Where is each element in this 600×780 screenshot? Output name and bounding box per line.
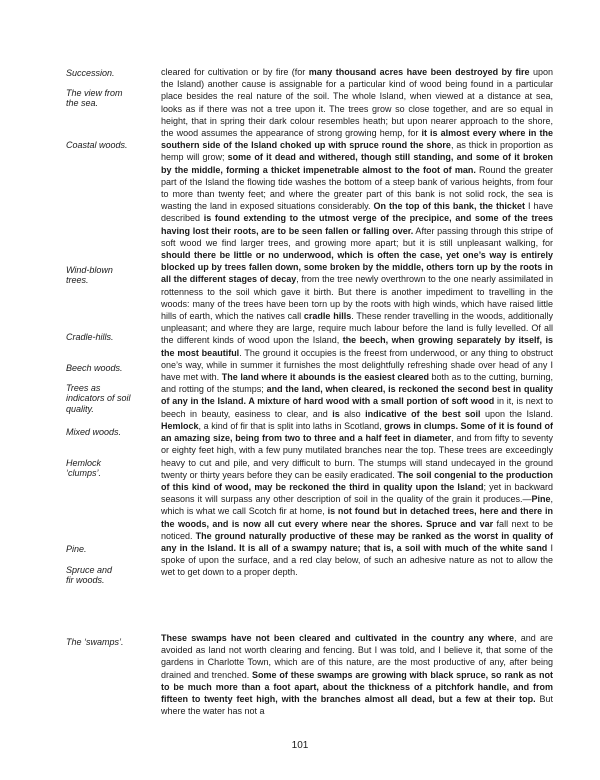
text-run: After passing through this stripe of soft wood we find larger trees, and growing more apart; but it is still unpleasant walking, for [161,225,553,248]
text-run: Round the greater part of the Island the flowing tide washes the bottom of a steep bank of various heights, from four to more than twenty feet; and where the greater part of this bank is not solid rock, the sea is wasting the land in exposed situations considerably. [161,164,553,212]
text-run: fall next to be noticed. [161,518,553,541]
emphasis-run: it is almost every where in the southern side of the Island choked up with spruce round the shore [161,128,553,151]
text-run: I have described [161,201,553,224]
text-run: . These render travelling in the woods, additionally unpleasant; and where they are large, require much labour before the land is fully levelled. Of all the different kinds of wood upon the Island, [161,311,554,346]
emphasis-run: These swamps have not been cleared and cultivated in the country any where [161,633,515,643]
margin-note: Cradle-hills. [66,332,114,342]
emphasis-run: The ground naturally productive of these may be ranked as the worst in quality of any in the Island. It is all of a swampy nature; that is, a soil with much of the white sand [161,530,553,553]
emphasis-run: The soil congenial to the production of this kind of wood, may be reckoned the third in quality upon the Island [161,469,553,492]
emphasis-run: indicative of the best soil [365,408,481,419]
margin-note: Beech woods. [66,363,123,373]
text-run: , which is what we call Scotch fir at home, [161,494,553,517]
text-run: , a kind of fir that is split into laths in Scotland, [198,420,385,431]
emphasis-run: many thousand acres have been destroyed by fire [308,67,530,77]
text-run: ; yet in backward seasons it will surpass any other description of soil in the quality of the grain it produces.— [161,481,553,505]
text-run: . The ground it occupies is the freest from underwood, or any thing to obstruct one’s way, while in summer it furnishes the most delightfully refreshing shade over head of any I have met with. [161,347,553,383]
emphasis-run: The land where it abounds is the easiest cleared [221,372,429,383]
emphasis-run: and the land, when cleared, is reckoned the second best in quality of any in the Island. A mixture of hard wood with a small portion of soft wood [161,384,553,407]
text-run: , from the tree newly overthrown to the one nearly assimilated in rottenness to the soil which gave it birth. But there is another impediment to travelling in the woods: many of the trees have been torn up by the roots with high winds, which have raised little hills of earth, which the natives call [161,274,554,322]
margin-note: Trees as indicators of soil quality. [66,383,131,414]
text-run: both as to the cutting, burning, and rotting of the stumps; [161,372,553,395]
margin-note: Spruce and fir woods. [66,565,113,586]
emphasis-run: grows in clumps. Some of it is found of an amazing size, being from two to three and a half feet in diameter [161,420,553,444]
text-run: , and from fifty to seventy or eighty feet high, with a few puny mutilated branches near the top. These trees are exceedingly heavy to cut and pile, and very difficult to burn. The stumps will stand undecayed in the ground twenty or thirty years before they can be easily eradicated. [161,433,553,480]
text-run: cleared for cultivation or by fire (for [161,67,309,77]
text-run: upon the Island. [480,408,553,419]
text-run: in it, is next to beech in beauty, easiness to clear, and [161,396,553,419]
body-paragraph [161,66,553,579]
emphasis-run: cradle hills [303,311,352,322]
emphasis-run: On the top of this bank, the thicket [373,201,525,212]
text-run: I spoke of upon the surface, and a red clay below, of such an adhesive nature as not to allow the wet to get down to a proper depth. [161,542,553,578]
margin-note: Pine. [66,544,87,554]
emphasis-run: is [332,408,340,419]
page-number: 101 [291,740,309,751]
margin-note: Hemlock ‘clumps’. [66,458,102,479]
text-run: But where the water has not a [161,694,553,717]
emphasis-run: some of it dead and withered, though still standing, and some of it broken by the middle, forming a thicket impenetrable almost to the foot of man. [161,152,553,175]
emphasis-run: the beech, when growing separately by itself, is the most beautiful [161,335,554,358]
body-paragraph [161,632,553,717]
emphasis-run: Hemlock [161,420,199,431]
margin-note: The ‘swamps’. [66,637,124,647]
margin-note: Wind-blown trees. [66,265,113,286]
text-run: upon the Island) another cause is assignable for a particular kind of wood being found in a particular place besides the real nature of the soil. The whole Island, when viewed at a distance at sea, looks as if there was not a tree upon it. The trees grow so close together, and are so equal in height, that in spring their dark colour resembles heath; but upon nearer approach to the shore, the wood assumes the appearance of strong growing hemp, for [161,67,553,139]
emphasis-run: is found extending to the utmost verge of the precipice, and some of the trees having lost their roots, are to be seen fallen or falling over. [161,213,553,236]
text-run: , as thick in proportion as hemp will grow; [161,140,553,163]
margin-note: Succession. [66,68,115,78]
text-run: , and are avoided as land not worth clearing and fencing. But I was told, and I believe it, that some of the gardens in Charlotte Town, which are of this nature, are the most productive of any, after being drained and trenched. [161,633,553,680]
margin-note: Mixed woods. [66,427,122,437]
emphasis-run: should there be little or no underwood, which is often the case, yet one’s way is entirely blocked up by trees fallen down, some broken by the middle, others torn up by the roots in all the different stages of decay [161,250,553,285]
margin-note: The view from the sea. [66,88,123,109]
text-run: also [339,408,366,419]
margin-note: Coastal woods. [66,140,128,150]
emphasis-run: Pine [531,494,551,505]
emphasis-run: is not found but in detached trees, here and there in the woods, and is now all cut every where near the shores. Spruce and var [161,506,553,529]
emphasis-run: Some of these swamps are growing with black spruce, so rank as not to be much more than a foot apart, about the thickness of a pitchfork handle, and from fifteen to twenty feet high, with the branches almost all dead, but a few at their top. [161,669,553,705]
